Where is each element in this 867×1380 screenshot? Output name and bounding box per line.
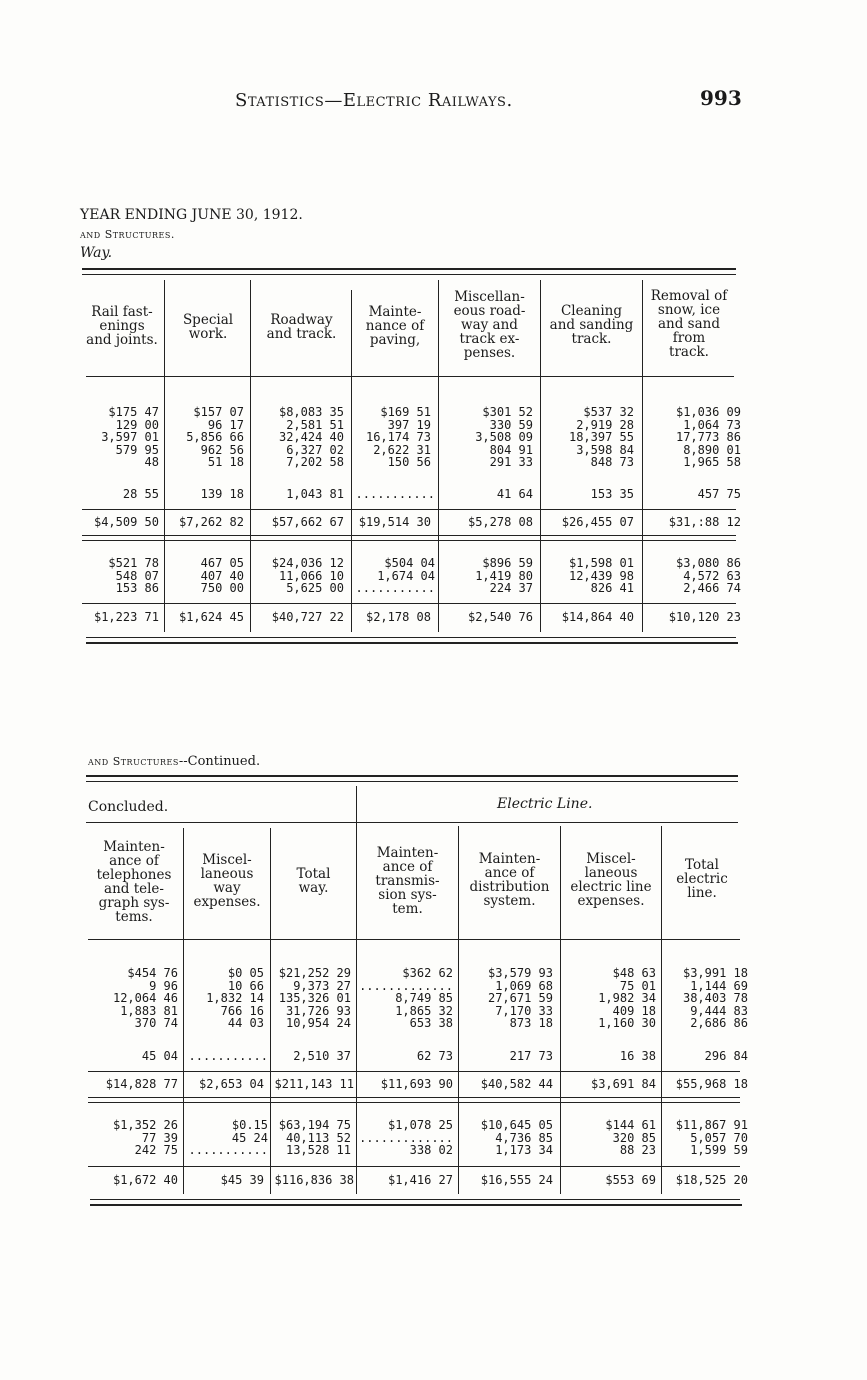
- table1-group1-cells: $537 32 2,919 28 18,397 55 3,598 84 848 73: [568, 405, 634, 469]
- table1-subtotal-cell: $26,455 07: [561, 515, 634, 529]
- table2-total-cell: $1,672 40: [112, 1173, 178, 1187]
- table1-col-sep: [250, 280, 251, 632]
- table2-header-rule: [88, 939, 740, 940]
- table2-group-concluded: Concluded.: [88, 799, 169, 815]
- table1-total-cell: $2,540 76: [467, 610, 533, 624]
- table2-extra-cell: 62 73: [416, 1049, 453, 1063]
- table1-header-cleaning: Cleaning and sanding track.: [549, 303, 634, 347]
- title-part-railways: Electric Railways.: [342, 90, 513, 111]
- table2-total-rule-a: [88, 1097, 740, 1098]
- table2-group-electric-line: Electric Line.: [497, 796, 593, 812]
- table1-bottom-rule-b: [86, 642, 738, 644]
- table2-group2-cells: $144 61 320 85 88 23: [605, 1118, 656, 1157]
- table1-top-rule-2: [82, 274, 736, 275]
- table2-group2-cells: $63,194 75 40,113 52 13,528 11: [278, 1118, 351, 1157]
- table2-top-rule-2: [86, 781, 738, 782]
- table2-group2-cells: $0.15 45 24 ...........: [188, 1118, 268, 1157]
- table1-total-rule-b: [82, 540, 736, 541]
- table1-group1-cells: $175 47 129 00 3,597 01 579 95 48: [101, 405, 159, 469]
- table1-total-cell: $2,178 08: [365, 610, 431, 624]
- table2-top-rule: [86, 775, 738, 777]
- title-part-statistics: Statistics: [235, 90, 325, 111]
- table1-group2-cells: $24,036 12 11,066 10 5,625 00: [271, 556, 344, 595]
- table2-total-cell: $1,416 27: [387, 1173, 453, 1187]
- table1-total-cell: $1,223 71: [93, 610, 159, 624]
- table2-extra-cell: ...........: [188, 1049, 268, 1063]
- table2-subtotal-cell: $3,691 84: [590, 1077, 656, 1091]
- table1-caption-year: YEAR ENDING JUNE 30, 1912.: [80, 207, 303, 223]
- table1-subtotal-cell: $19,514 30: [358, 515, 431, 529]
- table2-total-cell: $16,555 24: [480, 1173, 553, 1187]
- table2-header-total-electric: Total electric line.: [676, 857, 728, 901]
- table1-group2-cells: $1,598 01 12,439 98 826 41: [568, 556, 634, 595]
- table1-extra-cell: 139 18: [200, 487, 244, 501]
- table1-group1-cells: $8,083 35 2,581 51 32,424 40 6,327 02 7,202 58: [278, 405, 344, 469]
- table1-group2-cells: 467 05 407 40 750 00: [200, 556, 244, 595]
- table2-header-transmission: Mainten- ance of transmis- sion sys- tem.: [375, 845, 440, 917]
- table2-group2-cells: $1,352 26 77 39 242 75: [112, 1118, 178, 1157]
- table1-header-paving: Mainte- nance of paving,: [365, 304, 425, 348]
- table1-total-rule-a: [82, 535, 736, 536]
- table1-group2-cells: $896 59 1,419 80 224 37: [475, 556, 533, 595]
- title-dash: —: [324, 90, 343, 111]
- table2-subtotal-cell: $11,693 90: [380, 1077, 453, 1091]
- table1-extra-cell: 1,043 81: [286, 487, 344, 501]
- table2-group1-cells: $0 05 10 66 1,832 14 766 16 44 03: [206, 966, 264, 1030]
- table1-bottom-rule-a: [86, 637, 736, 638]
- table2-group1-cells: $362 62 ............. 8,749 85 1,865 32 653 38: [359, 966, 453, 1030]
- table1-extra-cell: 41 64: [496, 487, 533, 501]
- table2-bottom-rule-b: [90, 1204, 742, 1206]
- table2-header-misc-way: Miscel- laneous way expenses.: [193, 852, 261, 910]
- table1-extra-cell: 28 55: [122, 487, 159, 501]
- table1-subtotal-cell: $31,:88 12: [668, 515, 741, 529]
- table2-subtotal-cell: $14,828 77: [105, 1077, 178, 1091]
- table2-group1-cells: $48 63 75 01 1,982 34 409 18 1,160 30: [598, 966, 656, 1030]
- table1-group1-cells: $1,036 09 1,064 73 17,773 86 8,890 01 1,965 58: [675, 405, 741, 469]
- table2-extra-cell: 2,510 37: [293, 1049, 351, 1063]
- page-number: 993: [700, 86, 742, 110]
- table1-extra-cell: 457 75: [697, 487, 741, 501]
- table1-group2-cells: $3,080 86 4,572 63 2,466 74: [675, 556, 741, 595]
- table2-total-cell: $116,836 38: [274, 1173, 354, 1187]
- table2-group1-cells: $21,252 29 9,373 27 135,326 01 31,726 93 10,954 24: [278, 966, 351, 1030]
- table1-top-rule: [82, 268, 736, 270]
- table1-extra-cell: 153 35: [590, 487, 634, 501]
- table1-caption-structures: and Structures.: [80, 228, 175, 241]
- table1-header-misc-roadway: Miscellan- eous road- way and track ex- penses.: [453, 289, 526, 361]
- table1-subtotal-cell: $4,509 50: [93, 515, 159, 529]
- table1-total-cell: $10,120 23: [668, 610, 741, 624]
- table1-group1-cells: $301 52 330 59 3,508 09 804 91 291 33: [475, 405, 533, 469]
- table2-header-distribution: Mainten- ance of distribution system.: [469, 851, 550, 909]
- table2-extra-cell: 296 84: [704, 1049, 748, 1063]
- table2-subtotal-cell: $40,582 44: [480, 1077, 553, 1091]
- table2-bottom-rule-a: [90, 1199, 740, 1200]
- table2-total-cell: $553 69: [605, 1173, 656, 1187]
- table2-header-telephones: Mainten- ance of telephones and tele- graph sys- tems.: [96, 839, 172, 925]
- table1-header-roadway: Roadway and track.: [266, 312, 337, 342]
- table2-extra-cell: 217 73: [509, 1049, 553, 1063]
- table1-group2-cells: $521 78 548 07 153 86: [108, 556, 159, 595]
- table2-subtotal-rule: [88, 1071, 740, 1072]
- table2-group1-cells: $3,579 93 1,069 68 27,671 59 7,170 33 873 18: [487, 966, 553, 1030]
- table2-subtotal-cell: $211,143 11: [274, 1077, 354, 1091]
- table2-group2-rule: [88, 1166, 740, 1167]
- table2-extra-cell: 16 38: [619, 1049, 656, 1063]
- table2-header-misc-electric: Miscel- laneous electric line expenses.: [570, 851, 652, 909]
- table2-header-total-way: Total way.: [296, 866, 331, 896]
- table1-subtotal-cell: $57,662 67: [271, 515, 344, 529]
- table1-group2-rule: [82, 603, 736, 604]
- table1-header-rail-fastenings: Rail fast- enings and joints.: [86, 304, 158, 348]
- table2-group2-cells: $1,078 25 ............. 338 02: [359, 1118, 453, 1157]
- table2-extra-cell: 45 04: [141, 1049, 178, 1063]
- table2-group2-cells: $11,867 91 5,057 70 1,599 59: [675, 1118, 748, 1157]
- table2-caption: [88, 754, 260, 769]
- table2-caption-continued: --Continued.: [178, 754, 261, 769]
- table1-caption-way: Way.: [80, 245, 113, 261]
- table1-total-cell: $40,727 22: [271, 610, 344, 624]
- table1-group1-cells: $169 51 397 19 16,174 73 2,622 31 150 56: [365, 405, 431, 469]
- table1-header-rule: [86, 376, 734, 377]
- table2-group1-cells: $3,991 18 1,144 69 38,403 78 9,444 83 2,686 86: [682, 966, 748, 1030]
- table1-total-cell: $14,864 40: [561, 610, 634, 624]
- table1-header-snow-removal: Removal of snow, ice and sand from track.: [650, 288, 728, 360]
- table1-subtotal-rule: [82, 509, 736, 510]
- table2-group1-cells: $454 76 9 96 12,064 46 1,883 81 370 74: [112, 966, 178, 1030]
- table1-group2-cells: $504 04 1,674 04 ...........: [355, 556, 435, 595]
- table2-total-rule-b: [88, 1102, 740, 1103]
- table1-subtotal-cell: $7,262 82: [178, 515, 244, 529]
- table2-total-cell: $18,525 20: [675, 1173, 748, 1187]
- table2-group2-cells: $10,645 05 4,736 85 1,173 34: [480, 1118, 553, 1157]
- table1-header-special-work: Special work.: [182, 312, 234, 342]
- table2-group-rule: [86, 822, 738, 823]
- table1-total-cell: $1,624 45: [178, 610, 244, 624]
- table1-extra-cell: ...........: [355, 487, 435, 501]
- table2-caption-structures: and Structures: [88, 755, 179, 768]
- page-title: [235, 90, 513, 111]
- table1-subtotal-cell: $5,278 08: [467, 515, 533, 529]
- table1-group1-cells: $157 07 96 17 5,856 66 962 56 51 18: [186, 405, 244, 469]
- table2-subtotal-cell: $55,968 18: [675, 1077, 748, 1091]
- table2-subtotal-cell: $2,653 04: [198, 1077, 264, 1091]
- table2-total-cell: $45 39: [220, 1173, 264, 1187]
